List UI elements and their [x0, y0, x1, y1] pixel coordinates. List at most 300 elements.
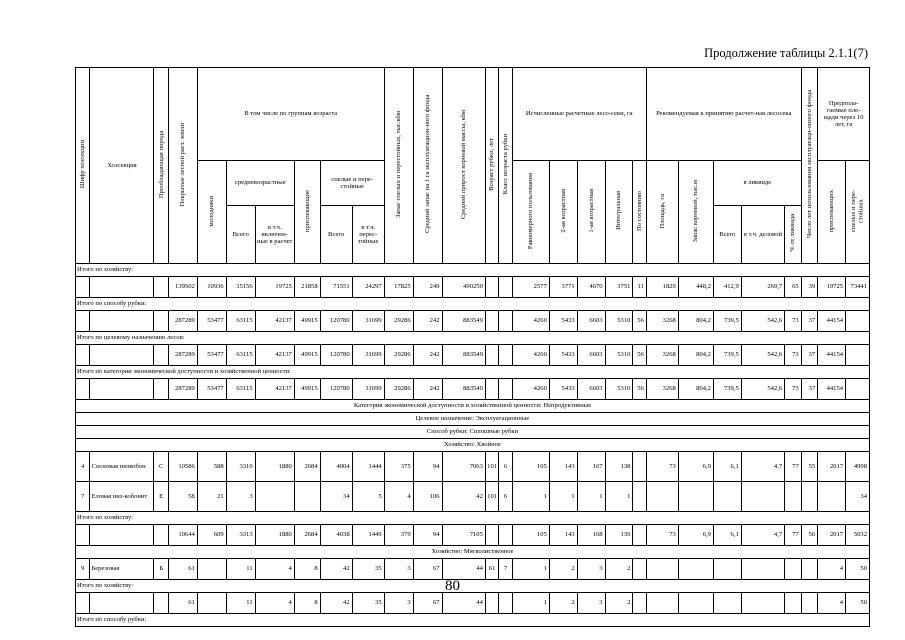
table-cell — [846, 311, 870, 332]
table-cell — [499, 277, 512, 298]
table-cell: Березовая — [90, 559, 154, 580]
table-cell: 53477 — [197, 379, 226, 400]
table-cell — [633, 482, 646, 512]
table-cell: 4260 — [512, 379, 549, 400]
table-cell — [485, 311, 498, 332]
table-cell: 7 — [76, 482, 90, 512]
table-cell: 67 — [413, 559, 442, 580]
table-cell — [255, 482, 294, 512]
table-cell: 739,5 — [713, 345, 741, 366]
table-cell — [485, 277, 498, 298]
header-mature-incl: в т.ч. перес-тойные — [352, 206, 384, 264]
table-cell: 739,5 — [713, 379, 741, 400]
table-cell: 56 — [633, 379, 646, 400]
table-cell: 61 — [168, 593, 197, 614]
table-cell: 883549 — [442, 345, 485, 366]
table-cell: 94 — [413, 525, 442, 546]
table-cell: 4 — [818, 559, 846, 580]
table-cell: Еловая низ-кобонит — [90, 482, 154, 512]
table-cell: 1880 — [255, 525, 294, 546]
table-cell: 287289 — [168, 379, 197, 400]
table-cell — [678, 593, 713, 614]
table-body — [76, 264, 870, 627]
table-cell: 58 — [168, 482, 197, 512]
table-cell: 44 — [442, 593, 485, 614]
table-cell: 143 — [549, 525, 577, 546]
table-row — [76, 311, 870, 332]
table-cell: 3 — [577, 559, 605, 580]
table-cell: 6603 — [577, 345, 605, 366]
table-cell: 139502 — [168, 277, 197, 298]
table-cell: 73 — [785, 345, 802, 366]
table-cell: 2 — [549, 559, 577, 580]
table-cell: 1444 — [352, 452, 384, 482]
table-cell: 3 — [577, 593, 605, 614]
table-cell: 105 — [512, 452, 549, 482]
table-cell — [197, 559, 226, 580]
table-cell — [818, 482, 846, 512]
table-cell — [90, 593, 154, 614]
table-cell: 4260 — [512, 311, 549, 332]
table-row — [76, 593, 870, 614]
total-row-label — [76, 298, 870, 311]
table-cell: 42137 — [255, 345, 294, 366]
table-cell — [801, 482, 818, 512]
table-cell: 71551 — [320, 277, 352, 298]
total-row-label — [76, 614, 870, 627]
table-cell: 42137 — [255, 379, 294, 400]
table-cell — [154, 525, 168, 546]
header-rec-pct: % от ликвида — [789, 214, 797, 253]
header-expected: Предпола-гаемые пло-щади через 10 лет, га — [818, 68, 870, 161]
table-cell: 1 — [549, 482, 577, 512]
table-cell — [76, 525, 90, 546]
table-cell — [76, 379, 90, 400]
table-cell: 63115 — [226, 379, 255, 400]
table-cell: 4 — [76, 452, 90, 482]
table-cell: 4 — [255, 559, 294, 580]
table-cell: 2684 — [294, 525, 320, 546]
table-cell: 56 — [801, 525, 818, 546]
table-row — [76, 379, 870, 400]
table-cell: 448,2 — [678, 277, 713, 298]
table-cell: 49915 — [294, 311, 320, 332]
table-cell — [90, 525, 154, 546]
table-cell: 49915 — [294, 345, 320, 366]
table-cell: 106 — [413, 482, 442, 512]
table-cell: 31699 — [352, 311, 384, 332]
table-cell — [90, 277, 154, 298]
table-cell: 53477 — [197, 345, 226, 366]
page-number: 80 — [445, 578, 460, 594]
table-cell: 6,1 — [713, 525, 741, 546]
table-cell: 804,2 — [678, 345, 713, 366]
table-cell: 242 — [413, 379, 442, 400]
header-middle: средневозрастные — [226, 161, 294, 206]
table-cell: 542,6 — [741, 345, 784, 366]
header-rec-business: в т.ч. деловой — [741, 206, 784, 264]
table-row — [76, 452, 870, 482]
header-years: Число лет использования эксплуатаци-онного фонда — [805, 90, 813, 239]
table-cell: 883549 — [442, 379, 485, 400]
table-cell: 739,5 — [713, 311, 741, 332]
table-cell — [801, 593, 818, 614]
table-cell: 2577 — [512, 277, 549, 298]
table-cell: 73 — [785, 379, 802, 400]
total-label: Итого по способу рубки: — [76, 298, 870, 311]
table-cell: 4260 — [512, 345, 549, 366]
table-cell: 7 — [499, 559, 512, 580]
table-row — [76, 277, 870, 298]
table-cell: 5032 — [846, 525, 870, 546]
group-label: Категория экономической доступности и хозяйственной ценности: Непродуктивные — [76, 400, 870, 413]
header-section: Хозсекция — [90, 68, 154, 264]
table-cell — [197, 593, 226, 614]
table-cell: 1 — [512, 482, 549, 512]
total-row-label — [76, 512, 870, 525]
header-code: Шифр хозсекции — [79, 140, 87, 189]
table-cell: 105 — [512, 525, 549, 546]
header-mature: спелые и пере-стойные — [320, 161, 384, 206]
group-label: Способ рубки: Сплошные рубки — [76, 426, 870, 439]
table-cell: 11 — [226, 559, 255, 580]
table-cell — [785, 559, 802, 580]
table-cell: 4998 — [846, 452, 870, 482]
table-cell: 6,1 — [713, 452, 741, 482]
table-cell: 5310 — [605, 345, 633, 366]
table-cell: 17825 — [384, 277, 413, 298]
table-cell: 10586 — [168, 452, 197, 482]
header-cut-age: Возраст рубки, лет — [488, 137, 496, 191]
table-cell: 67 — [413, 593, 442, 614]
table-cell: 37 — [801, 311, 818, 332]
table-cell — [76, 277, 90, 298]
table-cell: 56 — [633, 345, 646, 366]
table-cell: 11 — [633, 277, 646, 298]
group-header-row — [76, 400, 870, 413]
forest-table — [75, 67, 870, 627]
table-cell: 3313 — [226, 525, 255, 546]
table-caption: Продолжение таблицы 2.1.1(7) — [704, 46, 868, 60]
table-cell — [499, 525, 512, 546]
header-middle-total: Всего — [226, 206, 255, 264]
header-rec-total: Всего — [713, 206, 741, 264]
group-header-row — [76, 413, 870, 426]
table-cell: 61 — [485, 559, 498, 580]
table-cell: 5433 — [549, 379, 577, 400]
table-cell: 120780 — [320, 311, 352, 332]
table-cell: 35 — [352, 559, 384, 580]
table-cell: 542,6 — [741, 379, 784, 400]
table-cell: 1 — [605, 482, 633, 512]
table-cell: 3268 — [646, 345, 678, 366]
header-calc-uniform: Равномерного пользования — [527, 172, 535, 249]
table-cell: 4 — [384, 482, 413, 512]
table-cell: 37 — [801, 379, 818, 400]
table-cell: 5 — [352, 482, 384, 512]
table-cell: 39 — [801, 277, 818, 298]
table-cell: 1 — [512, 593, 549, 614]
table-cell: 542,6 — [741, 311, 784, 332]
table-cell: 2 — [605, 559, 633, 580]
table-cell — [846, 345, 870, 366]
table-cell: 4004 — [320, 452, 352, 482]
table-cell: 44154 — [818, 311, 846, 332]
header-rec-area: Площадь, га — [658, 193, 666, 229]
table-cell — [499, 593, 512, 614]
table-cell: 44154 — [818, 345, 846, 366]
table-cell: 138 — [605, 452, 633, 482]
table-cell: 63115 — [226, 345, 255, 366]
header-calc-2: 2-ая возрастная — [559, 189, 567, 233]
header-calc-1: 1-ая возрастная — [587, 189, 595, 233]
table-cell: 242 — [413, 311, 442, 332]
table-cell: 168 — [577, 525, 605, 546]
table-cell: 7105 — [442, 525, 485, 546]
table-cell: 490250 — [442, 277, 485, 298]
total-row-label — [76, 366, 870, 379]
header-exp-mature: спелых и пере-стойных — [850, 189, 865, 232]
table-cell — [485, 525, 498, 546]
table-cell: 8 — [294, 559, 320, 580]
header-exp-premature: приспевающих — [828, 189, 835, 233]
table-cell — [499, 345, 512, 366]
table-cell: 19725 — [818, 277, 846, 298]
total-label: Итого по целевому назначению лесов: — [76, 332, 870, 345]
table-cell: 35156 — [226, 277, 255, 298]
table-row — [76, 525, 870, 546]
table-cell — [90, 345, 154, 366]
table-cell: 167 — [577, 452, 605, 482]
table-cell: 77 — [785, 452, 802, 482]
table-cell — [499, 379, 512, 400]
table-cell: 2017 — [818, 525, 846, 546]
table-cell: 42 — [320, 593, 352, 614]
table-cell — [846, 379, 870, 400]
table-cell: 19725 — [255, 277, 294, 298]
table-cell: 3751 — [605, 277, 633, 298]
table-cell: 34 — [320, 482, 352, 512]
table-cell — [154, 593, 168, 614]
table-cell: 37 — [801, 345, 818, 366]
table-cell: 5310 — [605, 311, 633, 332]
header-area: Покрытые лесной раст. земли — [179, 122, 187, 207]
header-age-groups: В том числе по группам возраста — [197, 68, 384, 161]
table-cell: 7063 — [442, 452, 485, 482]
table-row — [76, 482, 870, 512]
table-cell: 883549 — [442, 311, 485, 332]
table-cell: 6 — [499, 452, 512, 482]
table-cell: 120780 — [320, 345, 352, 366]
total-row-label — [76, 264, 870, 277]
table-cell: 1 — [512, 559, 549, 580]
table-cell — [713, 482, 741, 512]
table-cell: 4 — [818, 593, 846, 614]
table-cell — [741, 482, 784, 512]
table-cell: 61 — [168, 559, 197, 580]
table-cell — [633, 452, 646, 482]
table-cell: 2017 — [818, 452, 846, 482]
table-cell — [646, 593, 678, 614]
table-cell: 3268 — [646, 379, 678, 400]
header-calc-state: По состоянию — [636, 190, 644, 231]
table-cell: 49915 — [294, 379, 320, 400]
table-cell: 11 — [226, 593, 255, 614]
table-cell: Сосновая низкобон — [90, 452, 154, 482]
table-cell: 42 — [442, 482, 485, 512]
table-cell: 29286 — [384, 379, 413, 400]
group-label: Хозяйство: Мягколиственное — [76, 546, 870, 559]
table-row — [76, 345, 870, 366]
table-cell: 44154 — [818, 379, 846, 400]
table-cell: 73441 — [846, 277, 870, 298]
header-middle-incl: в т.ч. включен-ные в расчет — [255, 206, 294, 264]
header-young: молодняки — [208, 195, 216, 227]
table-row — [76, 559, 870, 580]
header-calc-integral: Интегральная — [615, 191, 623, 231]
table-cell — [633, 525, 646, 546]
table-cell: 42137 — [255, 311, 294, 332]
table-cell — [485, 593, 498, 614]
table-cell: 8 — [294, 593, 320, 614]
group-label: Хозяйство: Хвойное — [76, 439, 870, 452]
table-cell — [90, 311, 154, 332]
total-label: Итого по способу рубки: — [76, 614, 870, 627]
group-label: Целевое назначение: Эксплуатационные — [76, 413, 870, 426]
header-recommended: Рекомендуемая к принятию расчет-ная лесосека — [646, 68, 801, 161]
table-cell: 287289 — [168, 345, 197, 366]
table-cell — [741, 559, 784, 580]
table-cell: 1880 — [255, 452, 294, 482]
table-cell: 139 — [605, 525, 633, 546]
table-cell: 55 — [801, 452, 818, 482]
table-cell — [713, 593, 741, 614]
table-cell — [633, 593, 646, 614]
table-cell — [76, 311, 90, 332]
header-mature-total: Всего — [320, 206, 352, 264]
table-cell: 6,9 — [678, 525, 713, 546]
table-header — [76, 68, 870, 264]
table-cell: 804,2 — [678, 311, 713, 332]
table-cell: 2 — [605, 593, 633, 614]
table-cell: 3310 — [226, 452, 255, 482]
table-cell: 4,7 — [741, 452, 784, 482]
table-cell — [76, 345, 90, 366]
table-cell: 4038 — [320, 525, 352, 546]
table-cell: 3 — [384, 559, 413, 580]
table-cell: 53477 — [197, 311, 226, 332]
total-label: Итого по хозяйству: — [76, 264, 870, 277]
table-cell: 3 — [226, 482, 255, 512]
table-cell: 34 — [846, 482, 870, 512]
header-avg-stock: Средний запас на 1 га эксплуатацион-ного фонда — [423, 95, 431, 234]
table-cell — [154, 379, 168, 400]
table-cell — [713, 559, 741, 580]
table-cell: 9 — [76, 559, 90, 580]
table-cell: 50 — [846, 559, 870, 580]
table-cell: 588 — [197, 452, 226, 482]
table-cell — [678, 559, 713, 580]
table-cell: 101 — [485, 452, 498, 482]
table-cell: 269,7 — [741, 277, 784, 298]
table-cell: 21858 — [294, 277, 320, 298]
table-cell: 65 — [785, 277, 802, 298]
table-cell: 287289 — [168, 311, 197, 332]
header-premature: приспевающие — [303, 189, 311, 232]
total-label: Итого по категории экономической доступности и хозяйственной ценности: — [76, 366, 870, 379]
table-cell: 21 — [197, 482, 226, 512]
table-cell — [785, 482, 802, 512]
table-cell: 73 — [646, 452, 678, 482]
table-cell — [76, 593, 90, 614]
table-cell: 3268 — [646, 311, 678, 332]
table-cell: 5433 — [549, 345, 577, 366]
table-cell — [646, 559, 678, 580]
table-cell: 120780 — [320, 379, 352, 400]
table-cell: 94 — [413, 452, 442, 482]
table-cell — [678, 482, 713, 512]
table-cell — [154, 277, 168, 298]
table-cell: 101 — [485, 482, 498, 512]
table-cell: 73 — [785, 311, 802, 332]
table-cell — [294, 482, 320, 512]
table-cell — [741, 593, 784, 614]
table-cell: 804,2 — [678, 379, 713, 400]
table-cell: 242 — [413, 345, 442, 366]
total-label: Итого по хозяйству: — [76, 580, 870, 593]
table-cell — [801, 559, 818, 580]
table-cell: 1449 — [352, 525, 384, 546]
table-cell: 6603 — [577, 379, 605, 400]
group-header-row — [76, 439, 870, 452]
table-cell: 4670 — [577, 277, 605, 298]
table-cell: 1829 — [646, 277, 678, 298]
header-species: Преобладающая порода — [157, 130, 165, 198]
table-cell: 143 — [549, 452, 577, 482]
table-cell: 379 — [384, 525, 413, 546]
table-cell: 3771 — [549, 277, 577, 298]
header-calc: Исчисленные расчетные лесо-секи, га — [512, 68, 646, 161]
table-cell: 6 — [499, 482, 512, 512]
table-cell — [646, 482, 678, 512]
table-cell: 4,7 — [741, 525, 784, 546]
table-cell — [785, 593, 802, 614]
group-header-row — [76, 546, 870, 559]
header-rec-stock: Запас корневой, тыс.м — [692, 179, 700, 243]
table-cell: 29286 — [384, 345, 413, 366]
table-cell — [485, 345, 498, 366]
table-cell: 31699 — [352, 345, 384, 366]
table-cell: 249 — [413, 277, 442, 298]
table-cell: 24297 — [352, 277, 384, 298]
table-cell: 6603 — [577, 311, 605, 332]
table-cell: 6,9 — [678, 452, 713, 482]
table-cell: 3 — [384, 593, 413, 614]
table-cell: 35 — [352, 593, 384, 614]
table-cell: 10936 — [197, 277, 226, 298]
table-cell: 10644 — [168, 525, 197, 546]
header-rec-liquid: в ликвиде — [713, 161, 801, 206]
table-cell — [499, 311, 512, 332]
table-cell — [485, 379, 498, 400]
header-cut-class: Класс возраста рубки — [501, 134, 509, 195]
total-label: Итого по хозяйству: — [76, 512, 870, 525]
table-cell — [633, 559, 646, 580]
table-cell: 50 — [846, 593, 870, 614]
table-cell: 4 — [255, 593, 294, 614]
table-cell: 1 — [577, 482, 605, 512]
table-cell — [90, 379, 154, 400]
